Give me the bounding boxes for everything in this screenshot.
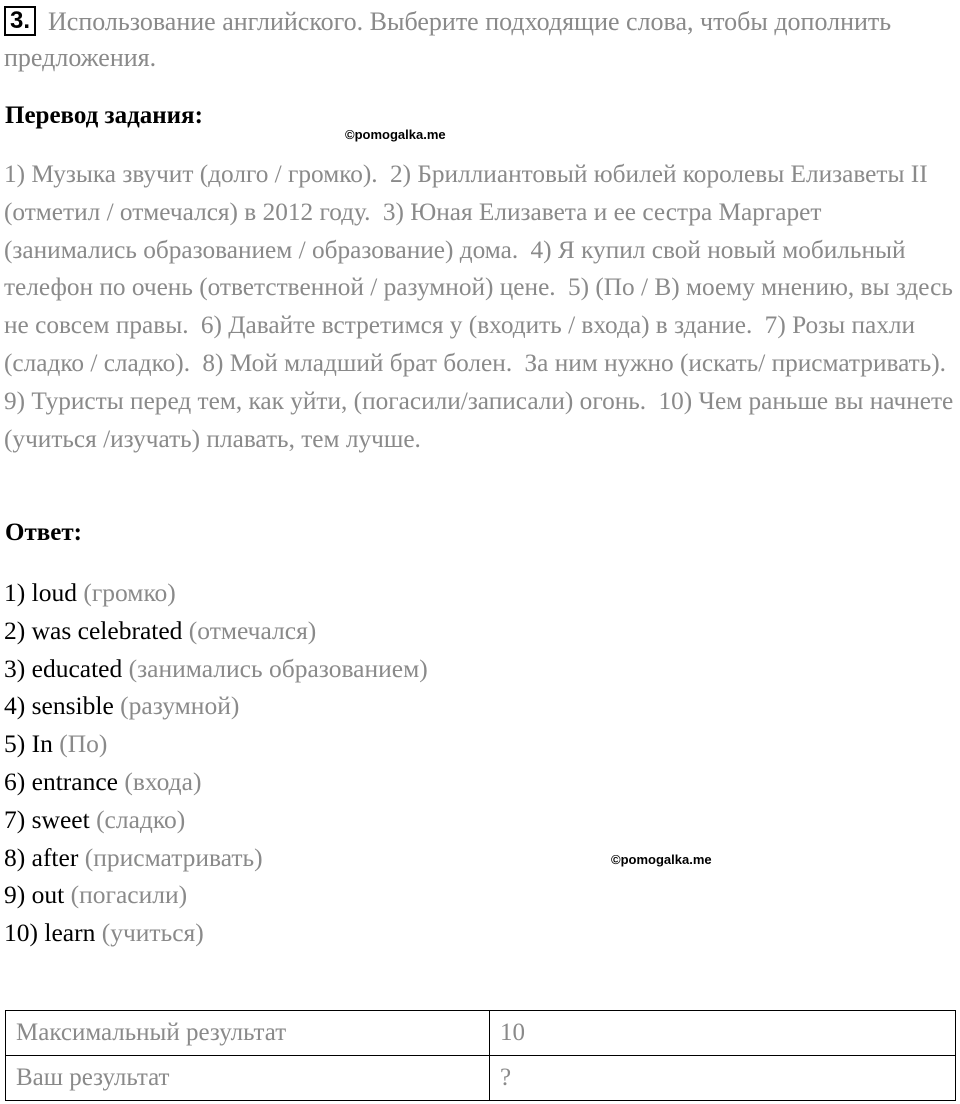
translation-sentence: 6) Давайте встретимся у (входить / входа) в здание.	[200, 311, 753, 340]
answer-number: 1)	[4, 578, 26, 607]
answer-item	[4, 725, 428, 763]
max-result-value: 10	[490, 1011, 956, 1056]
answer-word: sweet	[31, 804, 90, 834]
answer-number: 6)	[4, 766, 26, 796]
answer-translation: (входа)	[124, 766, 202, 796]
max-result-label: Максимальный результат	[6, 1011, 490, 1056]
answer-number: 4)	[4, 691, 26, 721]
translation-sentence: 2) Бриллиантовый юбилей королевы Елизаветы II (отметил / отмечался) в 2012 году.	[4, 160, 928, 226]
answer-item	[4, 574, 428, 612]
answer-translation: (сладко)	[96, 804, 186, 834]
translation-sentence: 9) Туристы перед тем, как уйти, (погасили/записали) огонь.	[4, 386, 647, 415]
answer-translation: (занимались образованием)	[128, 653, 428, 683]
answer-translation: (отмечался)	[188, 615, 317, 645]
answer-number: 8)	[4, 842, 26, 872]
translation-sentence: За ним нужно (искать/ присматривать).	[524, 348, 947, 377]
table-row	[6, 1056, 956, 1101]
answer-translation: (разумной)	[120, 691, 240, 721]
answer-word: educated	[31, 653, 123, 683]
answer-word: learn	[44, 918, 96, 948]
answer-item	[4, 650, 428, 688]
answer-word: loud	[31, 578, 77, 607]
translation-sentence: 10) Чем раньше вы начнете (учиться /изучать) плавать, тем лучше.	[4, 386, 954, 453]
answer-word: after	[31, 842, 79, 872]
translation-sentence: 5) (По / В) моему мнению, вы здесь не совсем правы.	[4, 273, 953, 340]
answer-translation: (присматривать)	[84, 842, 263, 872]
translation-sentence: 4) Я купил свой новый мобильный телефон по очень (ответственной / разумной) цене.	[4, 235, 906, 302]
your-result-label: Ваш результат	[6, 1056, 490, 1101]
translation-sentence: 1) Музыка звучит (долго / громко).	[4, 160, 378, 188]
table-row	[6, 1011, 956, 1056]
answer-item	[4, 914, 428, 952]
answer-list	[4, 574, 428, 952]
answer-word: entrance	[31, 766, 118, 796]
task-number: 3.	[4, 6, 36, 36]
answer-number: 9)	[4, 880, 26, 910]
your-result-value: ?	[490, 1056, 956, 1101]
result-table	[5, 1010, 956, 1101]
answer-item	[4, 687, 428, 725]
answer-item	[4, 839, 428, 877]
answer-title: Ответ:	[5, 519, 82, 546]
task-header	[4, 4, 904, 76]
answer-translation: (погасили)	[70, 880, 188, 910]
answer-number: 7)	[4, 804, 26, 834]
watermark: ©pomogalka.me	[345, 127, 446, 142]
watermark: ©pomogalka.me	[611, 852, 712, 867]
task-instruction: Использование английского. Выберите подходящие слова, чтобы дополнить предложения.	[4, 7, 892, 72]
answer-word: sensible	[31, 691, 114, 721]
answer-word: was celebrated	[31, 615, 183, 645]
answer-item	[4, 801, 428, 839]
translation-sentence: 8) Мой младший брат болен.	[202, 348, 513, 377]
answer-number: 10)	[4, 918, 38, 948]
answer-word: In	[31, 729, 53, 759]
translation-text	[4, 156, 959, 458]
answer-translation: (громко)	[83, 578, 176, 607]
translation-title: Перевод задания:	[5, 102, 203, 129]
answer-number: 5)	[4, 729, 26, 759]
answer-number: 2)	[4, 615, 26, 645]
answer-number: 3)	[4, 653, 26, 683]
answer-item	[4, 763, 428, 801]
translation-sentence: 7) Розы пахли (сладко / сладко).	[4, 311, 916, 377]
answer-word: out	[31, 880, 65, 910]
answer-item	[4, 612, 428, 650]
translation-sentence: 3) Юная Елизавета и ее сестра Маргарет (занимались образованием / образование) дома.	[4, 197, 822, 264]
answer-translation: (По)	[59, 729, 108, 759]
answer-item	[4, 876, 428, 914]
answer-translation: (учиться)	[101, 918, 204, 948]
